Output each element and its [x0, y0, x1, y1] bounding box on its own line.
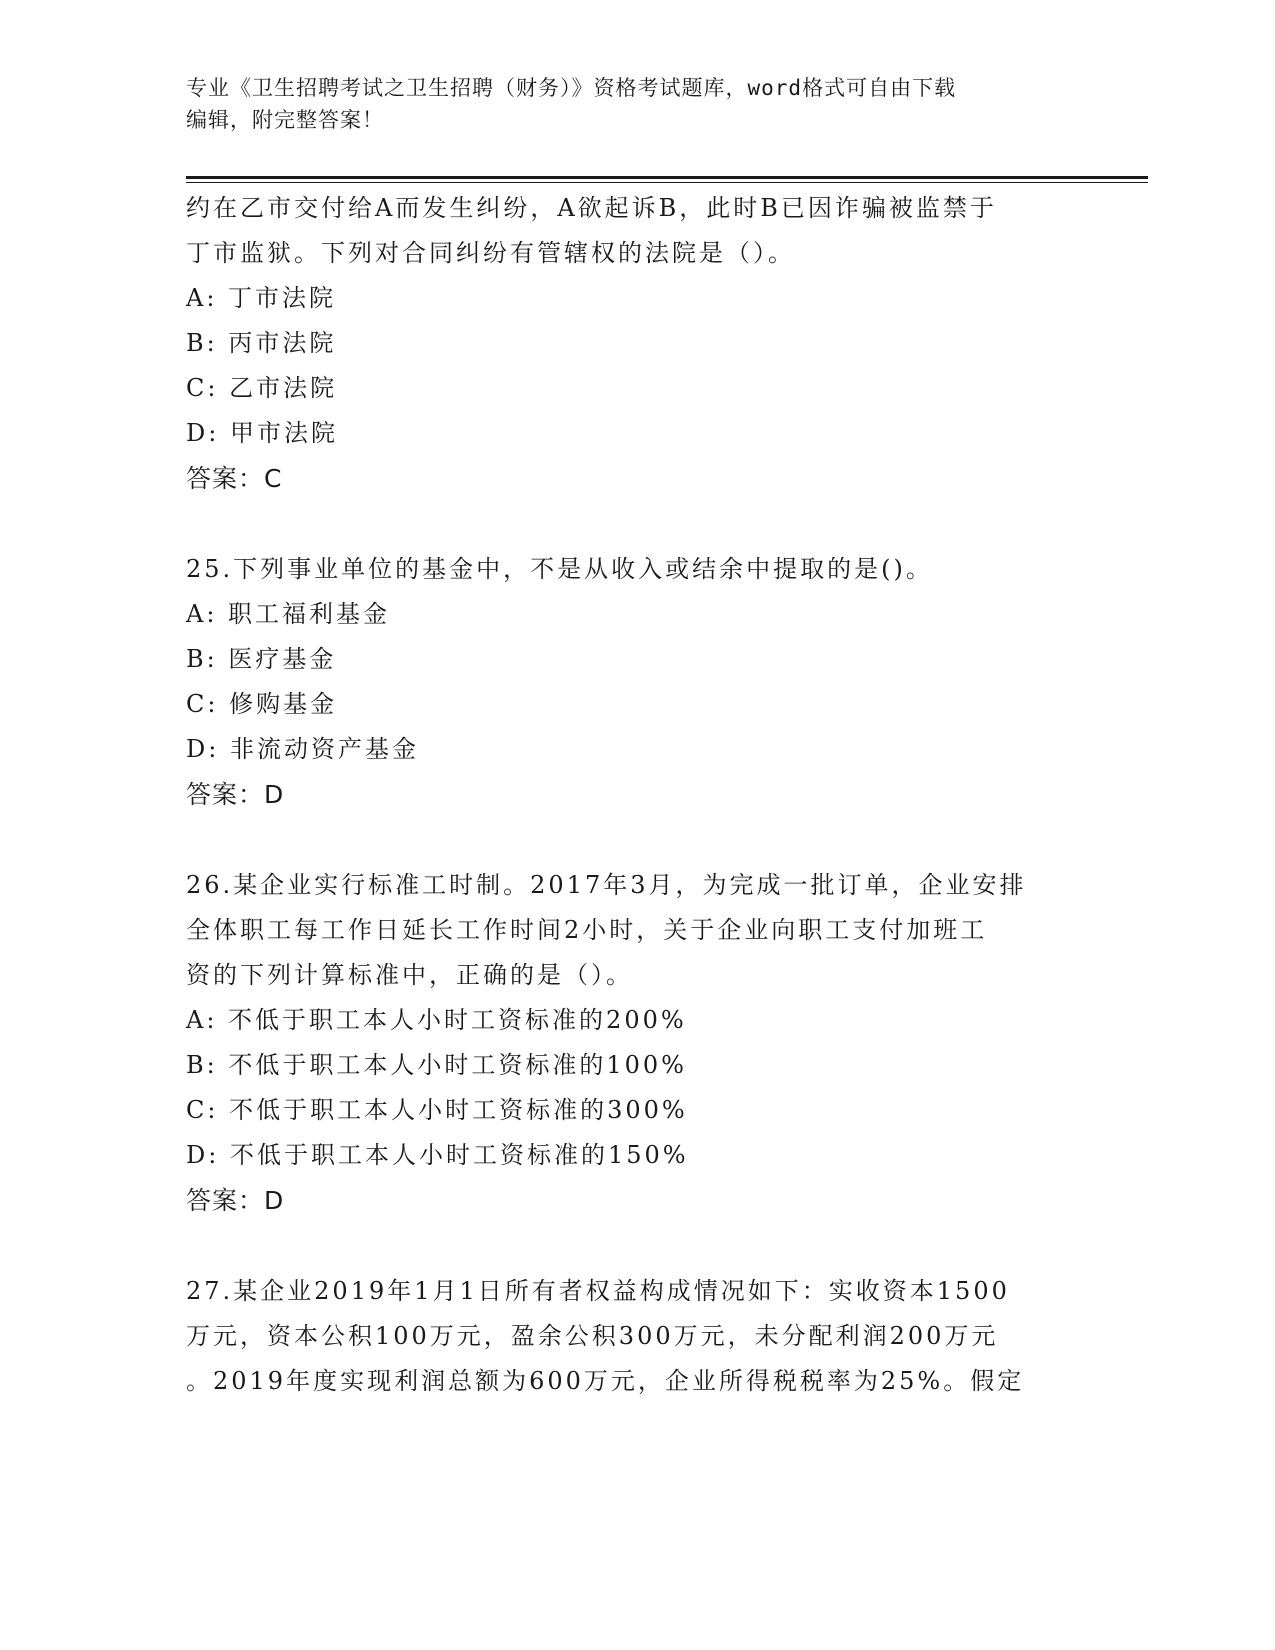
option-d: D: 非流动资产基金 — [186, 735, 419, 763]
question-list — [186, 186, 1086, 1404]
answer-label: 答案：D — [186, 1186, 285, 1215]
question-text-line: 26.某企业实行标准工时制。2017年3月，为完成一批订单，企业安排 — [186, 871, 1027, 899]
document-header — [186, 72, 1086, 136]
question-27 — [186, 1269, 1086, 1404]
option-d: D: 不低于职工本人小时工资标准的150% — [186, 1141, 689, 1169]
question-text-line: 27.某企业2019年1月1日所有者权益构成情况如下：实收资本1500 — [186, 1277, 1010, 1305]
question-text-line: 约在乙市交付给A而发生纠纷，A欲起诉B，此时B已因诈骗被监禁于 — [186, 194, 997, 222]
option-c: C: 乙市法院 — [186, 374, 338, 402]
question-26 — [186, 863, 1086, 1223]
question-text-line: 25.下列事业单位的基金中，不是从收入或结余中提取的是()。 — [186, 555, 933, 583]
header-divider-thin — [186, 182, 1148, 183]
question-text-line: 。2019年度实现利润总额为600万元，企业所得税税率为25%。假定 — [186, 1367, 1025, 1395]
option-a: A: 丁市法院 — [186, 284, 337, 312]
header-divider-thick — [186, 176, 1148, 179]
option-a: A: 不低于职工本人小时工资标准的200% — [186, 1006, 687, 1034]
option-b: B: 不低于职工本人小时工资标准的100% — [186, 1051, 687, 1079]
question-text-line: 全体职工每工作日延长工作时间2小时，关于企业向职工支付加班工 — [186, 916, 988, 944]
option-a: A: 职工福利基金 — [186, 600, 391, 628]
header-line-2: 编辑，附完整答案！ — [186, 108, 384, 132]
spacer — [186, 817, 1086, 863]
question-text-line: 丁市监狱。下列对合同纠纷有管辖权的法院是（）。 — [186, 239, 795, 267]
question-text-line: 万元，资本公积100万元，盈余公积300万元，未分配利润200万元 — [186, 1322, 999, 1350]
header-line-1: 专业《卫生招聘考试之卫生招聘（财务）》资格考试题库，word格式可自由下载 — [186, 76, 957, 100]
option-d: D: 甲市法院 — [186, 419, 338, 447]
answer-label: 答案：C — [186, 464, 283, 493]
option-c: C: 修购基金 — [186, 690, 338, 718]
option-c: C: 不低于职工本人小时工资标准的300% — [186, 1096, 688, 1124]
question-24 — [186, 186, 1086, 501]
option-b: B: 丙市法院 — [186, 329, 337, 357]
answer-label: 答案：D — [186, 780, 285, 809]
option-b: B: 医疗基金 — [186, 645, 337, 673]
spacer — [186, 501, 1086, 547]
question-25 — [186, 547, 1086, 817]
spacer — [186, 1223, 1086, 1269]
question-text-line: 资的下列计算标准中，正确的是（）。 — [186, 961, 633, 989]
